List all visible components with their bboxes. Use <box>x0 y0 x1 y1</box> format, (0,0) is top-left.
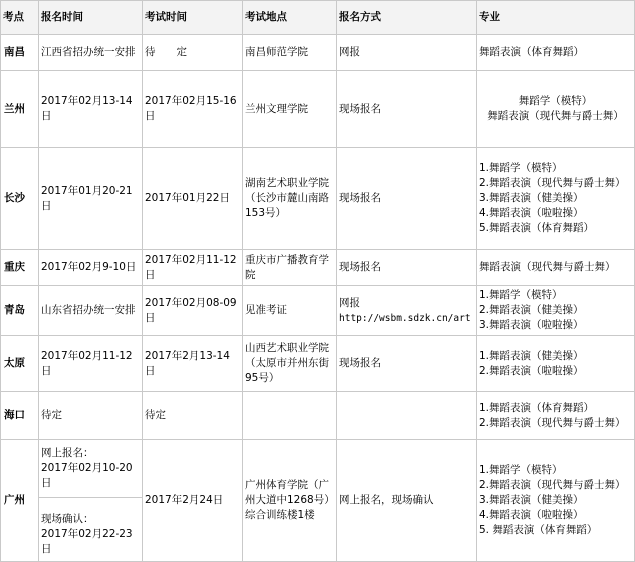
exam-time-cell: 2017年01月22日 <box>143 148 243 250</box>
location-cell: 兰州文理学院 <box>243 71 337 148</box>
exam-time-cell: 2017年02月08-09日 <box>143 286 243 336</box>
online-reg-label: 网上报名： <box>41 447 94 459</box>
reg-time-cell: 待定 <box>39 392 143 440</box>
major-cell <box>477 286 635 336</box>
major-item: 舞蹈表演（现代舞与爵士舞） <box>487 110 624 122</box>
exam-time-cell: 2017年02月15-16日 <box>143 71 243 148</box>
location-cell: 湖南艺术职业学院（长沙市麓山南路153号） <box>243 148 337 250</box>
method-cell <box>337 392 477 440</box>
header-exam-time: 考试时间 <box>143 1 243 35</box>
major-cell <box>477 71 635 148</box>
location-cell: 南昌师范学院 <box>243 35 337 71</box>
table-row <box>1 148 635 250</box>
table-row <box>1 71 635 148</box>
major-cell <box>477 148 635 250</box>
major-item: 3.舞蹈表演（啦啦操） <box>479 319 584 331</box>
major-cell <box>477 336 635 392</box>
major-item: 5. 舞蹈表演（体育舞蹈） <box>479 524 598 536</box>
major-item: 2.舞蹈表演（现代舞与爵士舞） <box>479 479 626 491</box>
exam-time-cell: 2017年02月11-12日 <box>143 250 243 286</box>
header-location: 考试地点 <box>243 1 337 35</box>
major-item: 1.舞蹈学（模特） <box>479 162 563 174</box>
table-row <box>1 336 635 392</box>
city-cell: 长沙 <box>1 148 39 250</box>
table-row <box>1 392 635 440</box>
header-major: 专业 <box>477 1 635 35</box>
major-item: 2.舞蹈表演（现代舞与爵士舞） <box>479 416 626 429</box>
city-cell: 太原 <box>1 336 39 392</box>
city-cell: 重庆 <box>1 250 39 286</box>
major-item: 3.舞蹈表演（健美操） <box>479 192 584 204</box>
reg-time-cell: 江西省招办统一安排 <box>39 35 143 71</box>
major-cell <box>477 392 635 440</box>
major-cell <box>477 250 635 286</box>
major-item: 2.舞蹈表演（现代舞与爵士舞） <box>479 177 626 189</box>
location-cell <box>243 392 337 440</box>
exam-time-cell: 待定 <box>143 392 243 440</box>
table-row <box>1 35 635 71</box>
city-cell: 青岛 <box>1 286 39 336</box>
major-item: 4.舞蹈表演（啦啦操） <box>479 509 584 521</box>
major-item: 1.舞蹈学（模特） <box>479 464 563 476</box>
city-cell: 广州 <box>1 440 39 562</box>
header-row <box>1 1 635 35</box>
table-row <box>1 440 635 562</box>
method-cell: 网上报名，现场确认 <box>337 440 477 562</box>
reg-time-cell: 2017年02月11-12日 <box>39 336 143 392</box>
reg-time-cell: 山东省招办统一安排 <box>39 286 143 336</box>
location-cell: 山西艺术职业学院（太原市并州东街95号） <box>243 336 337 392</box>
method-cell: 现场报名 <box>337 250 477 286</box>
city-cell: 南昌 <box>1 35 39 71</box>
exam-time-cell: 2017年2月13-14日 <box>143 336 243 392</box>
method-cell: 现场报名 <box>337 336 477 392</box>
major-item: 舞蹈表演（现代舞与爵士舞） <box>479 261 616 273</box>
reg-time-cell: 2017年02月9-10日 <box>39 250 143 286</box>
major-item: 4.舞蹈表演（啦啦操） <box>479 207 584 219</box>
method-label: 网报 <box>339 296 360 309</box>
major-cell <box>477 440 635 562</box>
registration-link[interactable]: http://wsbm.sdzk.cn/art <box>339 312 471 324</box>
major-item: 2.舞蹈表演（啦啦操） <box>479 364 584 377</box>
header-method: 报名方式 <box>337 1 477 35</box>
method-cell: 现场报名 <box>337 148 477 250</box>
location-cell: 见准考证 <box>243 286 337 336</box>
major-item: 3.舞蹈表演（健美操） <box>479 494 584 506</box>
major-item: 5.舞蹈表演（体育舞蹈） <box>479 222 595 234</box>
city-cell: 海口 <box>1 392 39 440</box>
table-row <box>1 286 635 336</box>
city-cell: 兰州 <box>1 71 39 148</box>
method-cell: 现场报名 <box>337 71 477 148</box>
reg-time-cell: 2017年02月13-14日 <box>39 71 143 148</box>
major-cell <box>477 35 635 71</box>
major-item: 1.舞蹈表演（健美操） <box>479 349 584 362</box>
exam-time-cell: 2017年2月24日 <box>143 440 243 562</box>
onsite-confirm-label: 现场确认： <box>41 513 94 525</box>
exam-time-cell: 待 定 <box>143 35 243 71</box>
header-reg-time: 报名时间 <box>39 1 143 35</box>
major-item: 舞蹈表演（体育舞蹈） <box>479 46 584 58</box>
location-cell: 广州体育学院（广州大道中1268号）综合训练楼1楼 <box>243 440 337 562</box>
reg-time-cell: 2017年01月20-21日 <box>39 148 143 250</box>
table-row <box>1 250 635 286</box>
major-item: 1.舞蹈表演（体育舞蹈） <box>479 401 595 414</box>
method-cell: 网报 <box>337 35 477 71</box>
major-item: 2.舞蹈表演（健美操） <box>479 304 584 316</box>
major-item: 1.舞蹈学（模特） <box>479 289 563 301</box>
location-cell: 重庆市广播教育学院 <box>243 250 337 286</box>
major-item: 舞蹈学（模特） <box>518 95 593 107</box>
reg-time-cell <box>39 440 143 562</box>
header-city: 考点 <box>1 1 39 35</box>
online-reg-time: 2017年02月10-20日 <box>41 462 133 489</box>
onsite-confirm-time: 2017年02月22-23日 <box>41 528 133 555</box>
method-cell <box>337 286 477 336</box>
